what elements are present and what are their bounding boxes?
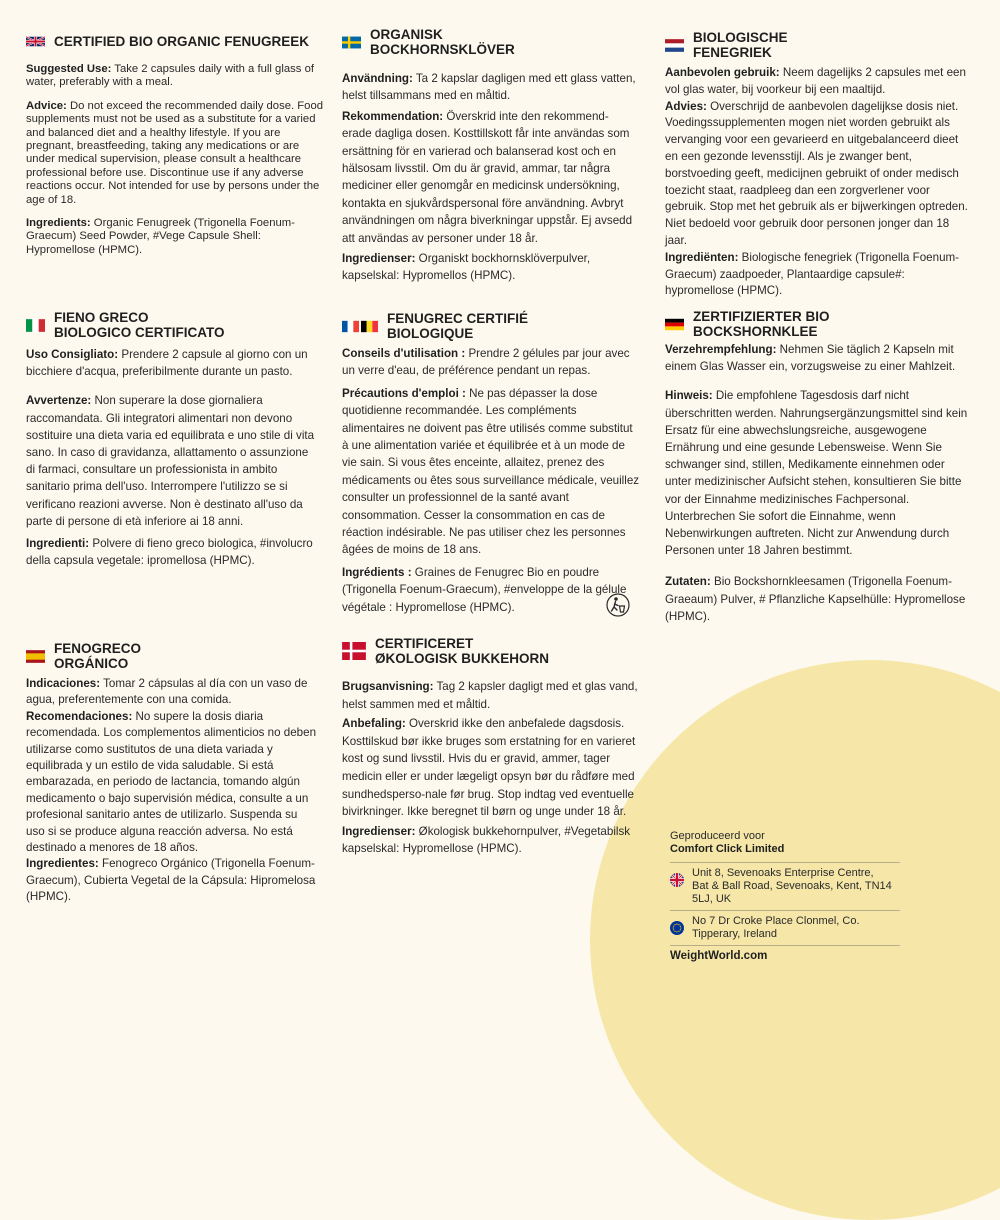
- ingredients: Zutaten: Bio Bockshornkleesamen (Trigonella Foenum-Graeaum) Pulver, # Pflanzliche Kapselhülle: Hypromellose (HPMC).: [665, 575, 966, 623]
- section-title: ORGANISK BOCKHORNSKLÖVER: [370, 27, 515, 57]
- advice: Recomendaciones: No supere la dosis diaria recomendada. Los complementos alimenticios no deben utilizarse como sustitutos de una dieta variada y equilibrada y un estilo de vida saludable. Si está embarazada, en periodo de lactancia, tomando algún medicamento o bajo supervisión médica, consulte a un profesional sanitario antes de utilizarlo. Suspenda su uso si se produce alguna reacción adversa. No está destinado a menores de 18 años.: [26, 709, 317, 855]
- company-name: Comfort Click Limited: [670, 843, 785, 855]
- section-header: [26, 34, 324, 49]
- eu-flag-icon: [670, 921, 684, 935]
- section-danish: [342, 636, 638, 860]
- section-title: FENUGREC CERTIFIÉ BIOLOGIQUE: [387, 311, 529, 341]
- section-german: [665, 309, 969, 631]
- uk-address-row: [670, 862, 900, 910]
- belgium-flag-icon: [361, 320, 378, 333]
- france-flag-icon: [342, 320, 359, 333]
- advice: Advies: Overschrijd de aanbevolen dagelijkse dosis niet. Voedingssupplementen mogen niet worden gebruikt als vervanging voor een gevarieerd en uitgebalanceerd dieet en een gezonde levensstijl. Als je zwanger bent, borstvoeding geeft, medicijnen gebruikt of onder medisch toezicht staat, raadpleeg dan een zorgverlener voor gebruik. Stop met het gebruik als er bijwerkingen optreden. Niet bedoeld voor gebruik door personen jonger dan 18 jaar.: [665, 99, 968, 247]
- ingredients: Ingredienti: Polvere di fieno greco biologica, #involucro della capsula vegetale: ipromellosa (HPMC).: [26, 537, 313, 568]
- section-header: [342, 636, 638, 666]
- uk-flag-icon: [26, 35, 45, 48]
- section-title: ZERTIFIZIERTER BIO BOCKSHORNKLEE: [693, 309, 830, 339]
- spain-flag-icon: [26, 650, 45, 663]
- ingredients: Ingredienser: Økologisk bukkehornpulver, #Vegetabilsk kapselskal: Hypromellose (HPMC).: [342, 824, 631, 856]
- advice: Précautions d'emploi : Ne pas dépasser la dose quotidienne recommandée. Les compléments alimentaires ne doivent pas être utilisés comme substitut à une alimentation variée et équilibrée et à un mode de vie sain. Si vous êtes enceinte, allaitez, prenez des médicaments ou êtes sous surveillance médicale, veuillez consulter un professionnel de la santé avant consommation. Cesser la consommation en cas de réaction indésirable. Ne pas utiliser chez les personnes âgées de moins de 18 ans.: [342, 386, 640, 557]
- suggested-use: Brugsanvisning: Tag 2 kapsler dagligt med et glas vand, helst sammen med et måltid.: [342, 680, 638, 711]
- section-header: [665, 30, 970, 60]
- section-title: CERTIFICERET ØKOLOGISK BUKKEHORN: [375, 636, 550, 666]
- section-header: [26, 641, 318, 671]
- ie-address: No 7 Dr Croke Place Clonmel, Co. Tipperary, Ireland: [692, 915, 860, 940]
- suggested-use: Verzehrempfehlung: Nehmen Sie täglich 2 Kapseln mit einem Glas Wasser ein, vorzugsweise zu einer Mahlzeit.: [665, 343, 956, 374]
- section-dutch: [665, 30, 970, 300]
- suggested-use: Uso Consigliato: Prendere 2 capsule al giorno con un bicchiere d'acqua, preferibilmente durante un pasto.: [26, 348, 308, 379]
- section-french: [342, 311, 640, 621]
- flag-group: [342, 320, 378, 333]
- advice: Hinweis: Die empfohlene Tagesdosis darf nicht überschritten werden. Nahrungsergänzungsmittel sind kein Ersatz für eine abwechslungsreiche, ausgewogene Ernährung und eine gesunde Lebensweise. Wenn Sie schwanger sind, stillen, Medikamente einnehmen oder unter medizinischer Aufsicht stehen, konsultieren Sie bitte vor der Einnahme medizinisches Fachpersonal. Unterbrechen Sie sofort die Einnahme, wenn Nebenwirkungen auftreten. Nicht zur Anwendung durch Personen unter 18 Jahren bestimmt.: [665, 389, 968, 558]
- ingredients: Ingredients: Organic Fenugreek (Trigonella Foenum-Graecum) Seed Powder, #Vege Capsule Shell: Hypromellose (HPMC).: [26, 217, 295, 256]
- uk-flag-icon: [670, 873, 684, 887]
- section-english: [26, 34, 324, 267]
- suggested-use: Conseils d'utilisation : Prendre 2 gélules par jour avec un verre d'eau, de préférence pendant un repas.: [342, 347, 630, 378]
- section-title: BIOLOGISCHE FENEGRIEK: [693, 30, 788, 60]
- section-title: CERTIFIED BIO ORGANIC FENUGREEK: [54, 34, 310, 49]
- section-header: [665, 309, 969, 339]
- suggested-use: Aanbevolen gebruik: Neem dagelijks 2 capsules met een vol glas water, bij voorkeur bij een maaltijd.: [665, 66, 966, 96]
- ingredients: Ingredienser: Organiskt bockhornsklöverpulver, kapselskal: Hypromellos (HPMC).: [342, 252, 591, 283]
- section-header: [342, 27, 636, 57]
- advice: Anbefaling: Overskrid ikke den anbefalede dagsdosis. Kosttilskud bør ikke bruges som erstatning for en varieret kost og sund livsstil. Hvis du er gravid, ammer, tager medicin eller er under lægeligt opsyn bør du rådføre med sundhedsperso-nale før brug. Stop indtag ved eventuelle bivirkninger. Ikke beregnet til børn og unge under 18 år.: [342, 717, 636, 819]
- ingredients: Ingrédients : Graines de Fenugrec Bio en poudre (Trigonella Foenum-Graecum), #enveloppe de la gélule végétale : Hypromellose (HPMC).: [342, 565, 627, 614]
- uk-address: Unit 8, Sevenoaks Enterprise Centre, Bat & Ball Road, Sevenoaks, Kent, TN14 5LJ, UK: [692, 867, 892, 905]
- suggested-use: Användning: Ta 2 kapslar dagligen med ett glass vatten, helst tillsammans med en måltid.: [342, 72, 636, 103]
- produced-for-label: Geproduceerd voor: [670, 830, 765, 842]
- section-swedish: [342, 27, 636, 288]
- website: WeightWorld.com: [670, 945, 900, 963]
- sweden-flag-icon: [342, 36, 361, 49]
- ie-address-row: [670, 910, 900, 945]
- section-title: FENOGRECO ORGÁNICO: [54, 641, 142, 671]
- netherlands-flag-icon: [665, 39, 684, 52]
- ingredients: Ingrediënten: Biologische fenegriek (Trigonella Foenum-Graecum) zaadpoeder, Plantaardige capsule#: hypromellose (HPMC).: [665, 250, 960, 298]
- section-italian: [26, 310, 318, 574]
- advice: Rekommendation: Överskrid inte den rekommend-erade dagliga dosen. Kosttillskott får inte användas som ersättning för en varierad och balanserad kost och en hälsosam livsstil. Om du är gravid, ammar, tar några mediciner eller genomgår en medicinsk undersökning, kontakta en sjukvårdspersonal före användning. Avbryt användningen om några biverkningar uppstår. Ej avsedd att användas av personer under 18 år.: [342, 109, 633, 245]
- section-title: FIENO GRECO BIOLOGICO CERTIFICATO: [54, 310, 225, 340]
- suggested-use: Suggested Use: Take 2 capsules daily with a full glass of water, preferably with a meal.: [26, 63, 314, 89]
- ingredients: Ingredientes: Fenogreco Orgánico (Trigonella Foenum-Graecum), Cubierta Vegetal de la Cápsula: Hipromelosa (HPMC).: [26, 857, 316, 904]
- manufacturer-info: [670, 830, 900, 963]
- advice: Advice: Do not exceed the recommended daily dose. Food supplements must not be used as a substitute for a varied and balanced diet and a healthy lifestyle. If you are pregnant, breastfeeding, taking any medications or are under medical supervision, please consult a healthcare professional before use. Discontinue use if any adverse reactions occur. Not intended for use by persons under the age of 18.: [26, 99, 324, 206]
- suggested-use: Indicaciones: Tomar 2 cápsulas al día con un vaso de agua, preferentemente con una comida.: [26, 677, 308, 707]
- section-header: [342, 311, 640, 341]
- italy-flag-icon: [26, 319, 45, 332]
- germany-flag-icon: [665, 318, 684, 331]
- section-header: [26, 310, 318, 340]
- tidyman-recycle-icon: [606, 593, 630, 617]
- section-spanish: [26, 641, 318, 906]
- denmark-flag-icon: [342, 642, 366, 660]
- advice: Avvertenze: Non superare la dose giornaliera raccomandata. Gli integratori alimentari non devono sostituire una dieta varia ed equilibrata e uno stile di vita sano. In caso di gravidanza, allattamento o assunzione di farmaci, consultare un professionista in ambito sanitario prima dell'uso. Interrompere l'utilizzo se si verificano reazioni avverse. Non è destinato all'uso da parte di persone di età inferiore ai 18 anni.: [26, 394, 315, 528]
